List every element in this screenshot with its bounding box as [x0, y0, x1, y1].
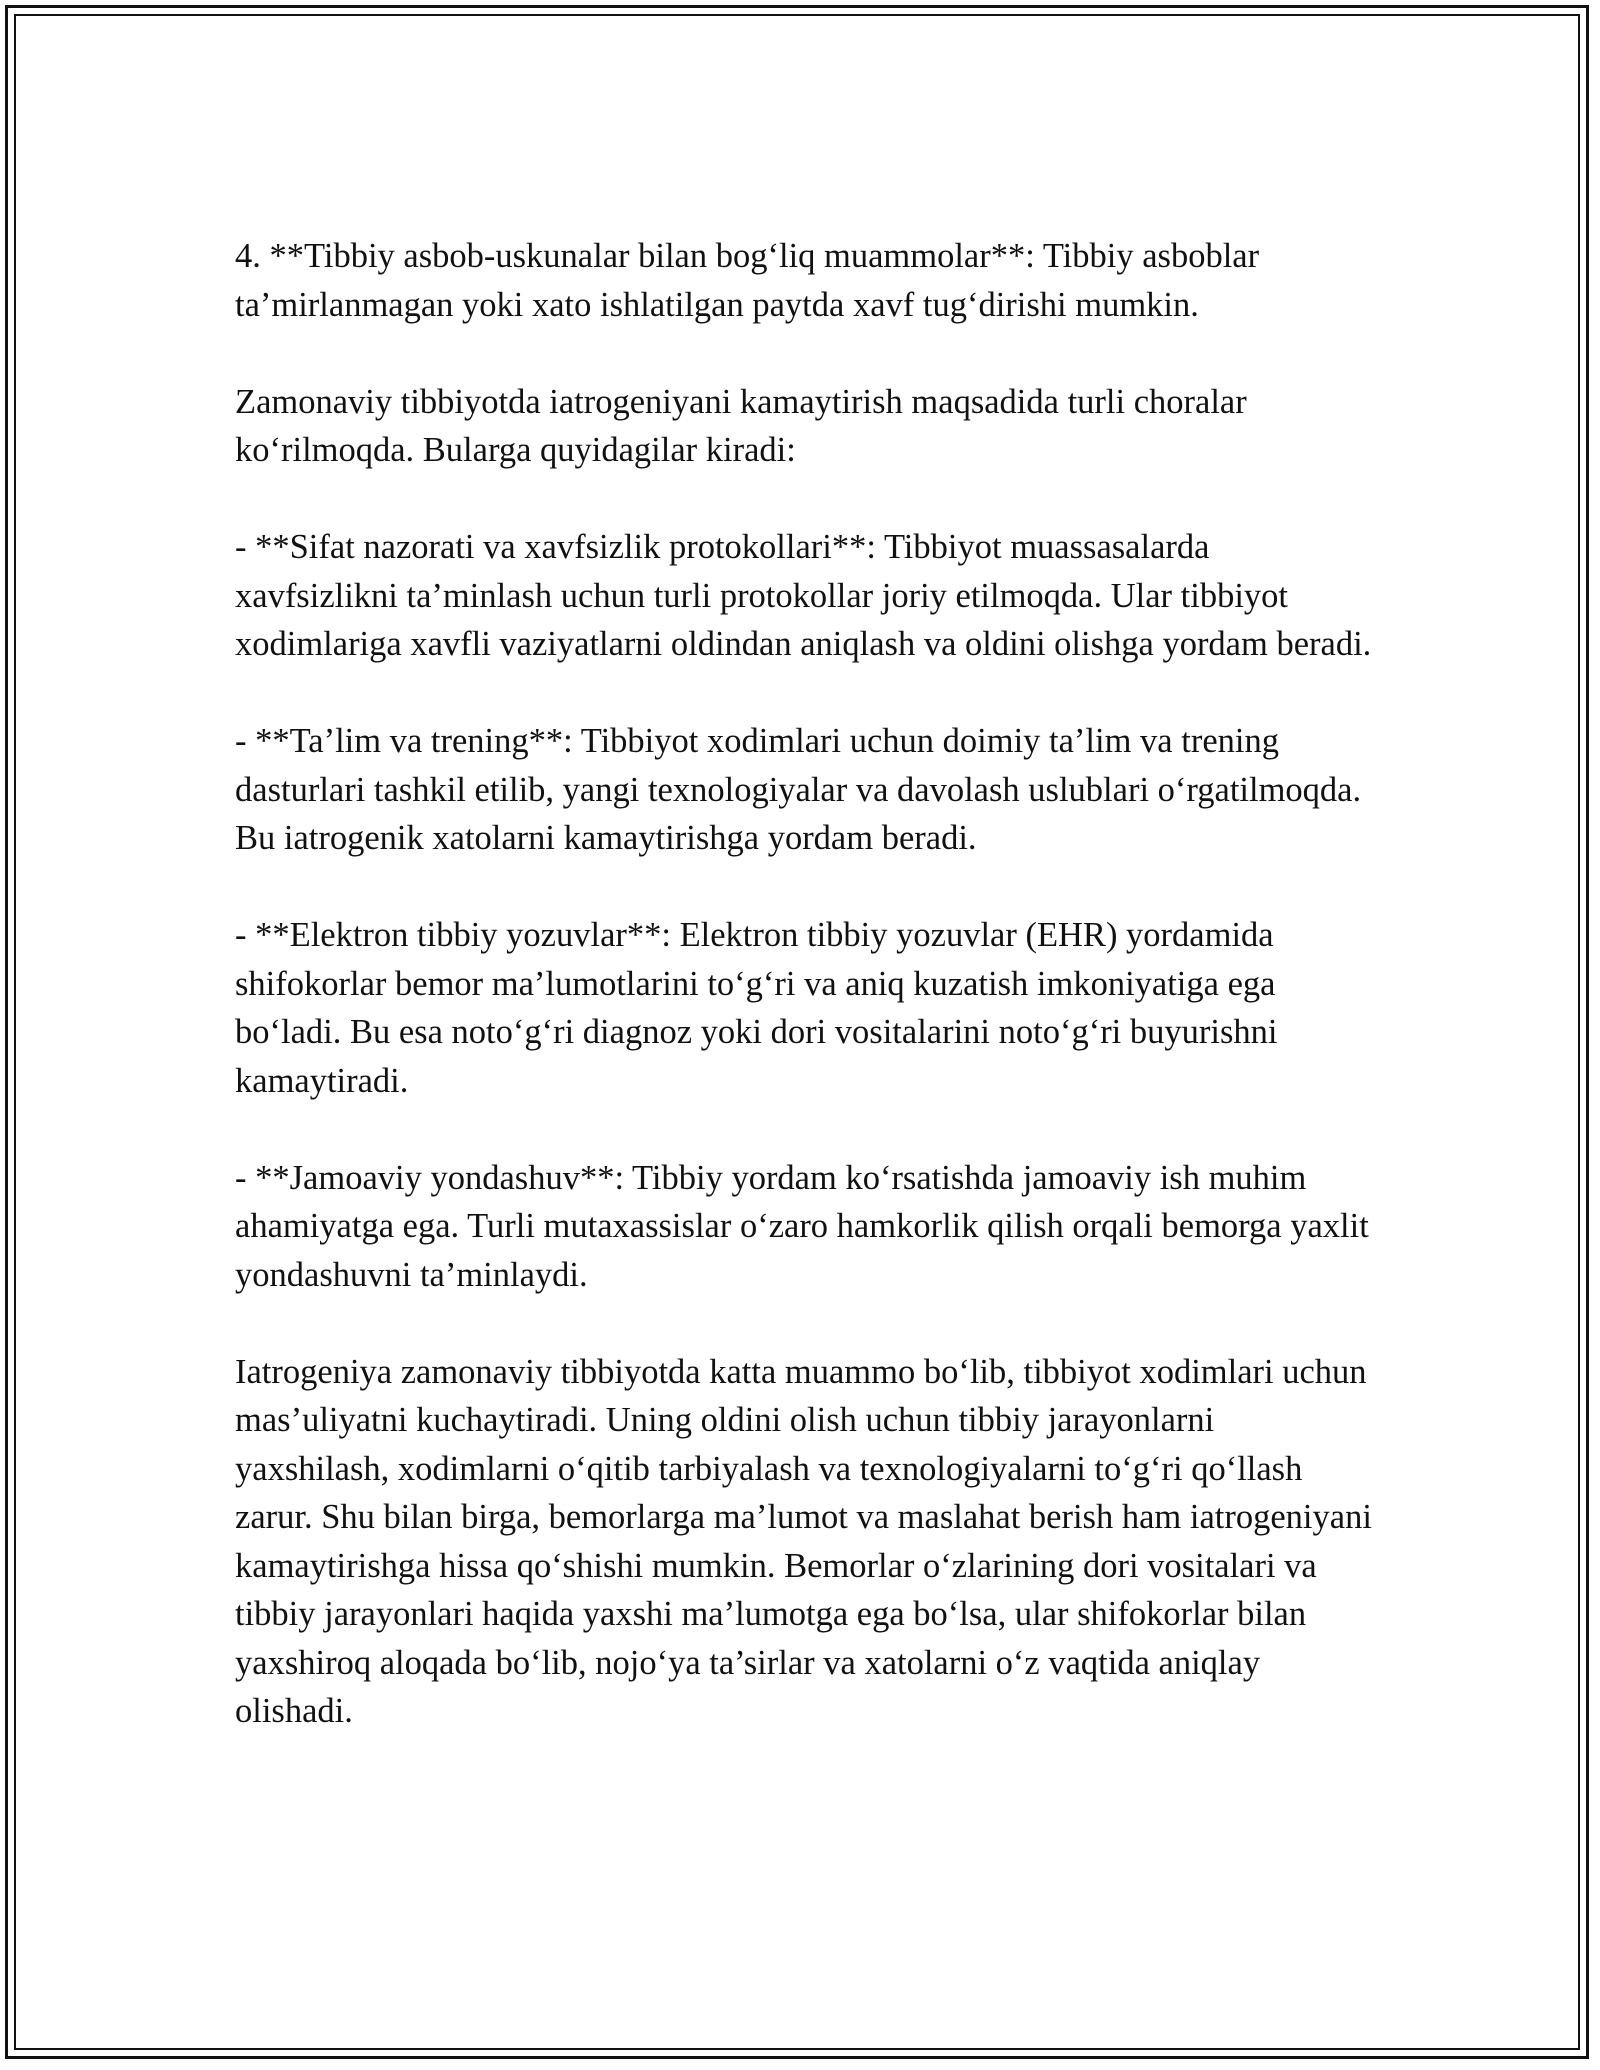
list-item-electronic-records: - **Elektron tibbiy yozuvlar**: Elektron tibbiy yozuvlar (EHR) yordamida shifokorlar bemor ma’lumotlarini to‘g‘ri va aniq kuzatish imkoniyatiga ega bo‘ladi. Bu esa noto‘g‘ri diagnoz yoki dori vositalarini noto‘g‘ri buyurishni kamaytiradi. — [235, 916, 1278, 1100]
list-item-quality-control: - **Sifat nazorati va xavfsizlik protokollari**: Tibbiyot muassasalarda xavfsizlikni ta’minlash uchun turli protokollar joriy etilmoqda. Ular tibbiyot xodimlariga xavfli vaziyatlarni oldindan aniqlash va oldini olishga yordam beradi. — [235, 528, 1372, 663]
document-body — [235, 232, 1375, 1784]
list-item-team-approach: - **Jamoaviy yondashuv**: Tibbiy yordam ko‘rsatishda jamoaviy ish muhim ahamiyatga ega. Turli mutaxassislar o‘zaro hamkorlik qilish orqali bemorga yaxlit yondashuvni ta’minlaydi. — [235, 1158, 1369, 1294]
paragraph-conclusion: Iatrogeniya zamonaviy tibbiyotda katta muammo bo‘lib, tibbiyot xodimlari uchun mas’uliyatni kuchaytiradi. Uning oldini olish uchun tibbiy jarayonlarni yaxshilash, xodimlarni o‘qitib tarbiyalash va texnologiyalarni to‘g‘ri qo‘llash zarur. Shu bilan birga, bemorlarga ma’lumot va maslahat berish ham iatrogeniyani kamaytirishga hissa qo‘shishi mumkin. Bemorlar o‘zlarining dori vositalari va tibbiy jarayonlari haqida yaxshi ma’lumotga ega bo‘lsa, ular shifokorlar bilan yaxshiroq aloqada bo‘lib, nojo‘ya ta’sirlar va xatolarni o‘z vaqtida aniqlay olishadi. — [235, 1352, 1372, 1730]
paragraph-medical-equipment-problems: 4. **Tibbiy asbob-uskunalar bilan bog‘liq muammolar**: Tibbiy asboblar ta’mirlanmagan yoki xato ishlatilgan paytda xavf tug‘dirishi mumkin. — [235, 237, 1260, 324]
paragraph-measures-intro: Zamonaviy tibbiyotda iatrogeniyani kamaytirish maqsadida turli choralar ko‘rilmoqda. Bularga quyidagilar kiradi: — [235, 382, 1247, 469]
list-item-education-training: - **Ta’lim va trening**: Tibbiyot xodimlari uchun doimiy ta’lim va trening dasturlari tashkil etilib, yangi texnologiyalar va davolash uslublari o‘rgatilmoqda. Bu iatrogenik xatolarni kamaytirishga yordam beradi. — [235, 722, 1362, 857]
